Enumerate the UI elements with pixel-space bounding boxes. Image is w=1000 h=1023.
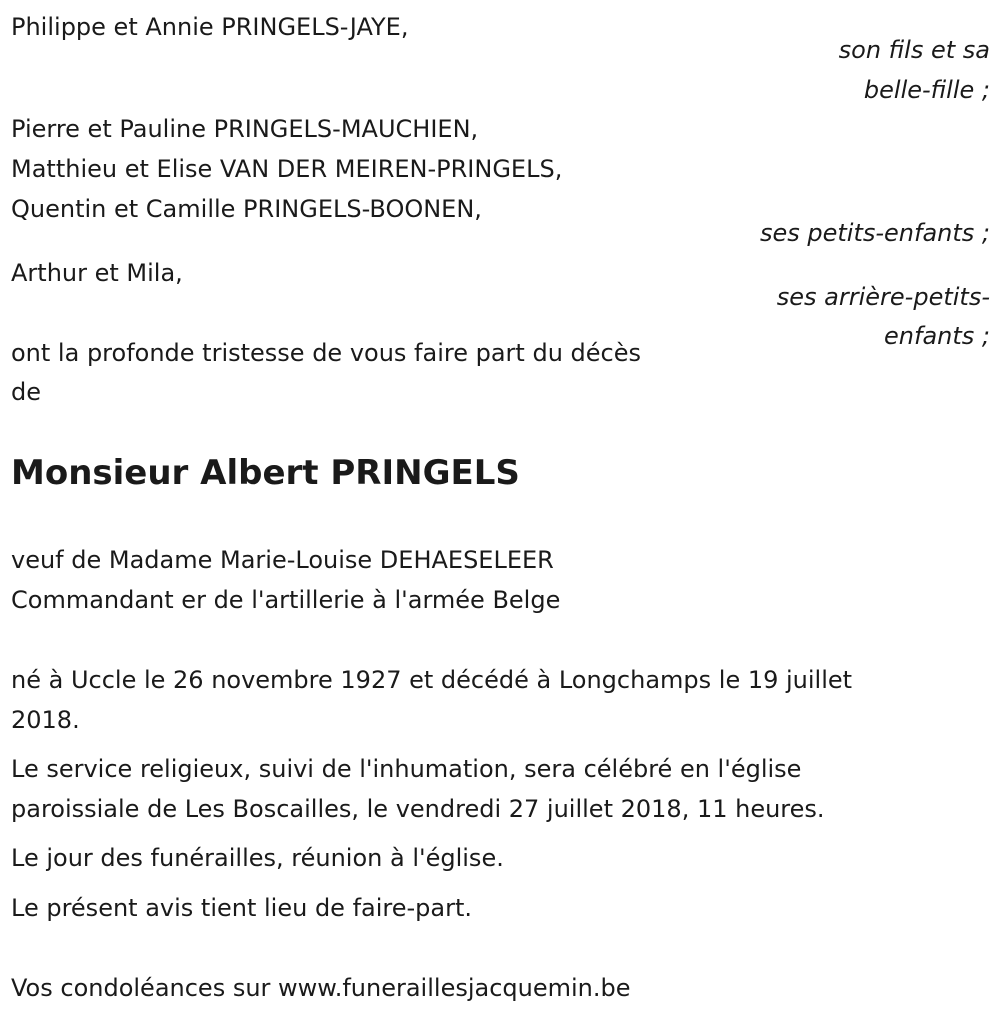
son-relation-line2: belle-fille ; (863, 76, 990, 104)
great-grandchildren: Arthur et Mila, (11, 259, 183, 287)
birth-death-line1: né à Uccle le 26 novembre 1927 et décédé à Longchamps le 19 juillet (11, 666, 853, 694)
grandchild-1: Pierre et Pauline PRINGELS-MAUCHIEN, (11, 115, 479, 143)
great-grandchildren-relation-line2: enfants ; (884, 322, 990, 350)
grandchild-2: Matthieu et Elise VAN DER MEIREN-PRINGELS, (11, 155, 563, 183)
deceased-name: Monsieur Albert PRINGELS (11, 453, 520, 493)
great-grandchildren-relation-line1: ses arrière-petits- (776, 283, 990, 311)
son-relation-line1: son fils et sa (838, 36, 990, 64)
birth-death-line2: 2018. (11, 706, 80, 734)
notice-line: Le présent avis tient lieu de faire-part. (11, 894, 473, 922)
meeting-line: Le jour des funérailles, réunion à l'église. (11, 844, 504, 872)
family-son: Philippe et Annie PRINGELS-JAYE, (11, 13, 409, 41)
grandchild-3: Quentin et Camille PRINGELS-BOONEN, (11, 195, 482, 223)
military-title: Commandant er de l'artillerie à l'armée Belge (11, 586, 561, 614)
condolences-line: Vos condoléances sur www.funeraillesjacquemin.be (11, 974, 631, 1002)
announcement-line2: de (11, 378, 41, 406)
grandchildren-relation: ses petits-enfants ; (759, 219, 990, 247)
service-line1: Le service religieux, suivi de l'inhumation, sera célébré en l'église (11, 755, 802, 783)
announcement-line1: ont la profonde tristesse de vous faire part du décès (11, 339, 641, 367)
service-line2: paroissiale de Les Boscailles, le vendredi 27 juillet 2018, 11 heures. (11, 795, 825, 823)
widower-line: veuf de Madame Marie-Louise DEHAESELEER (11, 546, 554, 574)
